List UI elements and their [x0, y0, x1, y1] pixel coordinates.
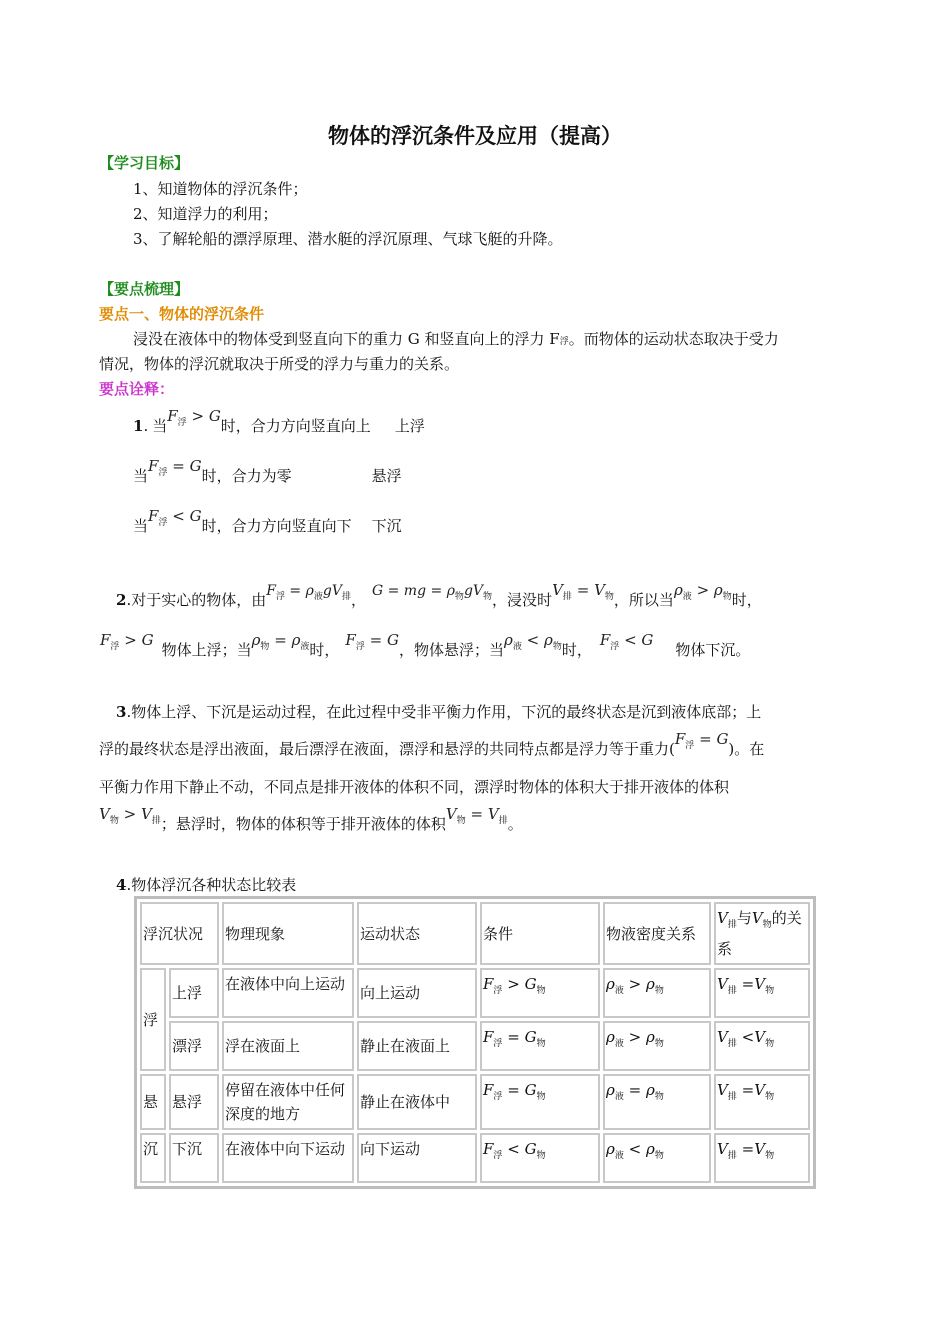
cell-motion: 向下运动 — [357, 1133, 477, 1183]
item2-text-9: 时， — [561, 641, 592, 659]
item1-row3 — [133, 507, 402, 538]
group-xuan: 悬 — [140, 1074, 166, 1130]
item3-line3: 平衡力作用下静止不动，不同点是排开液体的体积不同，漂浮时物体的体积大于排开液体的体积 — [99, 778, 730, 796]
item1-r3-text: 时，合力方向竖直向下 — [201, 517, 352, 535]
th-volume-and: 与 — [736, 909, 752, 927]
th-phenomenon: 物理现象 — [222, 902, 354, 965]
item2-text-1: .对于实心的物体，由 — [126, 591, 267, 609]
point1-title: 要点一、物体的浮沉条件 — [99, 305, 265, 323]
comparison-table — [134, 896, 816, 1189]
formula-f-gt-g: $F_浮 > G$ — [167, 407, 221, 428]
item1-number: 1 — [133, 417, 144, 435]
cell-state: 下沉 — [169, 1133, 219, 1183]
group-fu: 浮 — [140, 968, 166, 1071]
formula-vpai-eq-vwu: $V_排 = V_物$ — [552, 581, 614, 602]
item1-dang-1: 当 — [152, 417, 168, 435]
goal-item-2: 2、知道浮力的利用； — [133, 205, 278, 223]
cell-volume: $V_排 =V_物$ — [714, 968, 810, 1018]
item3-line1 — [116, 701, 761, 722]
table-header-row — [140, 902, 810, 965]
item4-text: .物体浮沉各种状态比较表 — [126, 876, 297, 894]
item1-r2-text: 时，合力为零 — [201, 467, 292, 485]
explain-title: 要点诠释： — [99, 380, 175, 398]
goal-item-1: 1、知道物体的浮沉条件； — [133, 180, 308, 198]
formula-g-mg: G = mg = $\rho_物gV_物$ — [371, 583, 493, 602]
item2-line2 — [100, 631, 751, 662]
th-state: 浮沉状况 — [140, 902, 219, 965]
cell-condition: $F_浮 > G_物$ — [480, 968, 600, 1018]
item1-r2-state: 悬浮 — [371, 467, 402, 485]
item3-line4 — [99, 805, 523, 836]
cell-density: $\rho_液 = \rho_物$ — [603, 1074, 711, 1130]
item1-dang-3: 当 — [133, 517, 149, 535]
formula-rho-lt: $\rho_液 < \rho_物$ — [504, 631, 562, 652]
formula-f-lt-g: $F_浮 < G$ — [148, 507, 202, 528]
page-title: 物体的浮沉条件及应用（提高） — [328, 123, 622, 148]
formula-f-rho-g-v: $F_浮 = \rho_液gV_排$ — [266, 583, 351, 602]
th-condition: 条件 — [480, 902, 600, 965]
item2-text-4: ，所以当 — [613, 591, 674, 609]
table-row — [140, 1074, 810, 1130]
item3-text-4b: 。 — [507, 815, 523, 833]
item1-row2 — [133, 457, 402, 488]
cell-volume: $V_排 =V_物$ — [714, 1133, 810, 1183]
table-row — [140, 968, 810, 1018]
group-chen: 沉 — [140, 1133, 166, 1183]
item2-text-2: ， — [350, 591, 366, 609]
goals-heading: 【学习目标】 — [99, 154, 190, 172]
cell-phenomenon: 在液体中向上运动 — [222, 968, 354, 1018]
th-volume: $V_排$与$V_物$的关系 — [714, 902, 810, 965]
th-density: 物液密度关系 — [603, 902, 711, 965]
formula-f-eq-g: $F_浮 = G$ — [148, 457, 202, 478]
cell-motion: 向上运动 — [357, 968, 477, 1018]
cell-condition: $F_浮 = G_物$ — [480, 1074, 600, 1130]
para1-line1 — [133, 328, 779, 349]
th-volume-rel: 的关系 — [717, 909, 802, 958]
item4-number: 4 — [116, 876, 127, 894]
item2-line1 — [116, 581, 762, 612]
table-row — [140, 1133, 810, 1183]
th-motion: 运动状态 — [357, 902, 477, 965]
item1-dot: . — [143, 417, 149, 435]
item1-r3-state: 下沉 — [371, 517, 402, 535]
para1-text-a: 浸没在液体中的物体受到竖直向下的重力 G 和竖直向上的浮力 F — [133, 330, 560, 348]
formula-f-lt-g-2: $F_浮 < G$ — [599, 631, 654, 652]
cell-condition: $F_浮 < G_物$ — [480, 1133, 600, 1183]
cell-density: $\rho_液 > \rho_物$ — [603, 968, 711, 1018]
item2-text-3: ，浸没时 — [492, 591, 553, 609]
item3-text-1: .物体上浮、下沉是运动过程，在此过程中受非平衡力作用，下沉的最终状态是沉到液体底部；上 — [126, 703, 762, 721]
para1-sub: 浮 — [559, 337, 569, 347]
item2-text-10: 物体下沉。 — [675, 641, 751, 659]
cell-phenomenon: 停留在液体中任何深度的地方 — [222, 1074, 354, 1130]
cell-state: 上浮 — [169, 968, 219, 1018]
cell-phenomenon: 浮在液面上 — [222, 1021, 354, 1071]
cell-condition: $F_浮 = G_物$ — [480, 1021, 600, 1071]
item3-line2 — [99, 730, 765, 761]
item3-text-2a: 浮的最终状态是浮出液面，最后漂浮在液面，漂浮和悬浮的共同特点都是浮力等于重力( — [99, 740, 675, 758]
formula-f-eq-g-2: $F_浮 = G$ — [345, 631, 399, 652]
formula-f-eq-g-3: $F_浮 = G$ — [674, 730, 729, 751]
cell-motion: 静止在液面上 — [357, 1021, 477, 1071]
item3-text-4a: ；悬浮时，物体的体积等于排开液体的体积 — [160, 815, 446, 833]
item1-dang-2: 当 — [133, 467, 149, 485]
item1-r1-text: 时，合力方向竖直向上 — [220, 417, 371, 435]
formula-rho-gt: $\rho_液 > \rho_物$ — [673, 581, 732, 602]
cell-motion: 静止在液体中 — [357, 1074, 477, 1130]
item3-number: 3 — [116, 703, 127, 721]
review-heading: 【要点梳理】 — [99, 280, 190, 298]
item2-text-5: 时， — [731, 591, 762, 609]
formula-vwu-gt-vpai: $V_物 > V_排$ — [99, 805, 161, 826]
item2-text-8: ，物体悬浮；当 — [398, 641, 504, 659]
formula-rho-eq: $\rho_物 = \rho_液$ — [251, 631, 310, 652]
cell-state: 漂浮 — [169, 1021, 219, 1071]
cell-phenomenon: 在液体中向下运动 — [222, 1133, 354, 1183]
item4-title — [116, 874, 296, 895]
formula-vwu-eq-vpai: $V_物 = V_排$ — [445, 805, 508, 826]
cell-volume: $V_排 =V_物$ — [714, 1074, 810, 1130]
goal-item-3: 3、了解轮船的漂浮原理、潜水艇的浮沉原理、气球飞艇的升降。 — [133, 230, 563, 248]
cell-state: 悬浮 — [169, 1074, 219, 1130]
formula-f-gt-g-2: $F_浮 > G$ — [100, 631, 154, 652]
cell-density: $\rho_液 > \rho_物$ — [603, 1021, 711, 1071]
item1-row1 — [133, 407, 425, 438]
para1-text-b: 。而物体的运动状态取决于受力 — [568, 330, 779, 348]
item2-text-6: 物体上浮；当 — [161, 641, 252, 659]
item3-text-2b: )。在 — [728, 740, 765, 758]
item1-r1-state: 上浮 — [394, 417, 425, 435]
cell-density: $\rho_液 < \rho_物$ — [603, 1133, 711, 1183]
cell-volume: $V_排 <V_物$ — [714, 1021, 810, 1071]
item2-number: 2 — [116, 591, 127, 609]
para1-line2: 情况，物体的浮沉就取决于所受的浮力与重力的关系。 — [99, 355, 460, 373]
item2-text-7: 时， — [309, 641, 340, 659]
table-row — [140, 1021, 810, 1071]
